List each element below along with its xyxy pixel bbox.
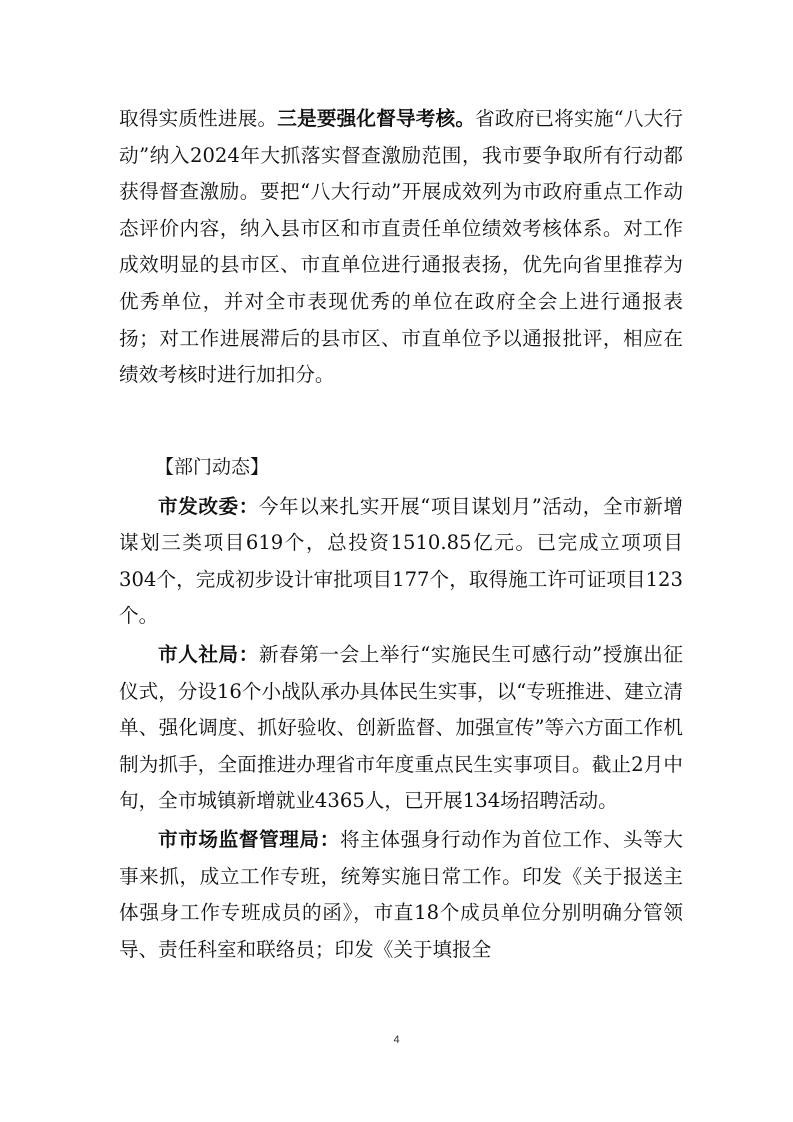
bold-phrase: 三是要强化督导考核。 [277, 107, 476, 130]
text-block-top [119, 101, 683, 394]
dept-text: 将主体强身行动作为首位工作、头等大事来抓，成立工作专班，统筹实施日常工作。印发《关于报送主体强身工作专班成员的函》，市直18个成员单位分别明确分管领导、责任科室和联络员；印发《关于填报全 [119, 827, 684, 961]
dept-name: 市发改委： [158, 494, 259, 518]
paragraph-lead: 取得实质性进展。 [119, 107, 278, 130]
dept-name: 市市场监督管理局： [158, 827, 340, 851]
dept-text: 今年以来扎实开展“项目谋划月”活动，全市新增谋划三类项目619个，总投资1510.85亿元。已完成立项项目304个，完成初步设计审批项目177个，取得施工许可证项目123个。 [119, 494, 683, 628]
dept-text: 新春第一会上举行“实施民生可感行动”授旗出征仪式，分设16个小战队承办具体民生实事，以“专班推进、建立清单、强化调度、抓好验收、创新监督、加强宣传”等六方面工作机制为抓手，全面推进办理省市年度重点民生实事项目。截止2月中旬，全市城镇新增就业4365人，已开展134场招聘活动。 [119, 642, 683, 813]
section-heading: 【部门动态】 [155, 456, 270, 478]
paragraph-body: 省政府已将实施“八大行动”纳入2024年大抓落实督查激励范围，我市要争取所有行动都获得督查激励。要把“八大行动”开展成效列为市政府重点工作动态评价内容，纳入县市区和市直责任单位绩效考核体系。对工作成效明显的县市区、市直单位进行通报表扬，优先向省里推荐为优秀单位，并对全市表现优秀的单位在政府全会上进行通报表扬；对工作进展滞后的县市区、市直单位予以通报批评，相应在绩效考核时进行加扣分。 [119, 107, 684, 387]
dept-paragraph-market-regulation [119, 822, 683, 968]
dept-paragraph-hrss [119, 637, 683, 820]
dept-name: 市人社局： [158, 642, 259, 666]
text-block-departments [119, 449, 683, 968]
page-number: 4 [393, 1034, 400, 1046]
paragraph-supervision [119, 101, 683, 394]
dept-paragraph-ndrc [119, 489, 683, 635]
